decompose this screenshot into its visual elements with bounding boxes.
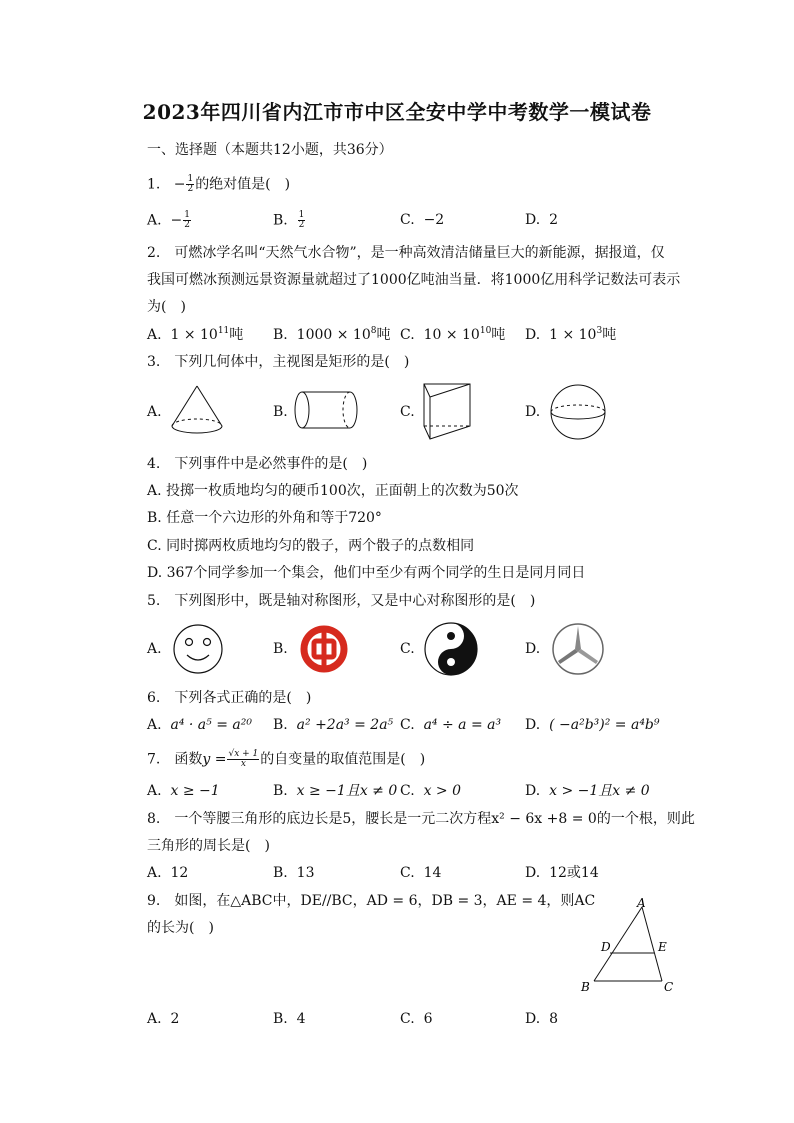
sphere-figure — [548, 382, 608, 442]
q6-option-d[interactable]: D. ( −a²b³)² = a⁴b⁹ — [525, 717, 660, 733]
point-a-label: A — [637, 896, 646, 910]
point-e-label: E — [658, 940, 667, 954]
q8-option-a[interactable]: A. 12 — [147, 865, 189, 881]
q6-option-b[interactable]: B. a² +2a³ = 2a⁵ — [273, 717, 394, 733]
question-1: 1. − $\frac{1}{2}$ 的绝对值是( ) — [147, 174, 291, 194]
point-c-label: C — [664, 980, 674, 994]
q1-option-a[interactable]: A. − $\frac{1}{2}$ — [147, 210, 190, 230]
q7-option-b[interactable]: B. x ≥ −1且x ≠ 0 — [273, 783, 398, 799]
question-2-line-1: 2. 可燃冰学名叫“天然气水合物”，是一种高效清洁储量巨大的新能源，据报道，仅 — [147, 245, 665, 261]
q4-option-b[interactable]: B. 任意一个六边形的外角和等于720° — [147, 510, 382, 526]
q9-option-b[interactable]: B. 4 — [273, 1011, 306, 1027]
q9-option-c[interactable]: C. 6 — [400, 1011, 433, 1027]
question-9-line-1: 9. 如图，在△ABC中，DE//BC，AD = 6，DB = 3，AE = 4，则AC — [147, 893, 596, 909]
q4-option-d[interactable]: D. 367个同学参加一个集会，他们中至少有两个同学的生日是同月同日 — [147, 565, 586, 581]
smiley-face-figure — [172, 623, 224, 675]
question-3: 3. 下列几何体中，主视图是矩形的是( ) — [147, 354, 410, 370]
q5-option-d-label[interactable]: D. — [525, 641, 541, 657]
q9-option-d[interactable]: D. 8 — [525, 1011, 559, 1027]
bank-logo-figure — [297, 622, 351, 676]
q3-option-c-label[interactable]: C. — [400, 404, 415, 420]
q8-option-d[interactable]: D. 12或14 — [525, 865, 599, 881]
q8-option-c[interactable]: C. 14 — [400, 865, 442, 881]
q2-option-c[interactable]: C. $10 \times 10^{10}$吨 — [400, 326, 506, 343]
point-d-label: D — [601, 940, 611, 954]
q2-option-a[interactable]: A. $1 \times 10^{11}$吨 — [147, 326, 244, 343]
triangle-abc-figure — [575, 893, 685, 998]
q2-option-d[interactable]: D. $1 \times 10^3$吨 — [525, 326, 617, 343]
page-title: 2023年四川省内江市市中区全安中学中考数学一模试卷 — [142, 100, 652, 124]
fraction: $\frac{√x + 1}{x}$ — [228, 749, 259, 769]
question-2-line-3: 为( ) — [147, 299, 186, 315]
q7-option-a[interactable]: A. x ≥ −1 — [147, 783, 220, 799]
question-4: 4. 下列事件中是必然事件的是( ) — [147, 456, 368, 472]
q5-option-b-label[interactable]: B. — [273, 641, 288, 657]
q7-option-c[interactable]: C. x > 0 — [400, 783, 462, 799]
cone-figure — [168, 383, 226, 439]
q2-option-b[interactable]: B. $1000 \times 10^8$吨 — [273, 326, 391, 343]
question-5: 5. 下列图形中，既是轴对称图形，又是中心对称图形的是( ) — [147, 593, 536, 609]
q7-option-d[interactable]: D. x > −1且x ≠ 0 — [525, 783, 650, 799]
question-6: 6. 下列各式正确的是( ) — [147, 690, 312, 706]
question-7: 7. 函数y = $\frac{√x + 1}{x}$ 的自变量的取值范围是( ) — [147, 749, 426, 769]
q5-option-c-label[interactable]: C. — [400, 641, 415, 657]
question-8-line-2: 三角形的周长是( ) — [147, 838, 270, 854]
point-b-label: B — [581, 980, 590, 994]
q1-option-b[interactable]: B. $\frac{1}{2}$ — [273, 210, 305, 230]
q3-option-d-label[interactable]: D. — [525, 404, 541, 420]
q4-option-a[interactable]: A. 投掷一枚质地均匀的硬币100次，正面朝上的次数为50次 — [147, 483, 519, 499]
q8-option-b[interactable]: B. 13 — [273, 865, 315, 881]
q1-option-c[interactable]: C. −2 — [400, 212, 445, 228]
q3-option-b-label[interactable]: B. — [273, 404, 288, 420]
q5-option-a-label[interactable]: A. — [147, 641, 162, 657]
question-8-line-1: 8. 一个等腰三角形的底边长是5，腰长是一元二次方程x² − 6x +8 = 0的一个根，则此 — [147, 811, 695, 827]
q6-option-a[interactable]: A. a⁴ · a⁵ = a²⁰ — [147, 717, 252, 733]
q6-option-c[interactable]: C. a⁴ ÷ a = a³ — [400, 717, 502, 733]
q3-option-a-label[interactable]: A. — [147, 404, 162, 420]
question-9-line-2: 的长为( ) — [147, 920, 214, 936]
q9-option-a[interactable]: A. 2 — [147, 1011, 180, 1027]
question-2-line-2: 我国可燃冰预测远景资源量就超过了1000亿吨油当量．将1000亿用科学记数法可表示 — [147, 272, 681, 288]
star-emblem-figure — [551, 622, 605, 676]
section-heading: 一、选择题（本题共12小题，共36分） — [147, 142, 393, 158]
q1-option-d[interactable]: D. 2 — [525, 212, 559, 228]
fraction: $\frac{1}{2}$ — [187, 174, 194, 194]
prism-figure — [420, 381, 474, 443]
q4-option-c[interactable]: C. 同时掷两枚质地均匀的骰子，两个骰子的点数相同 — [147, 538, 475, 554]
cylinder-figure — [292, 388, 360, 432]
yin-yang-figure — [423, 621, 479, 677]
